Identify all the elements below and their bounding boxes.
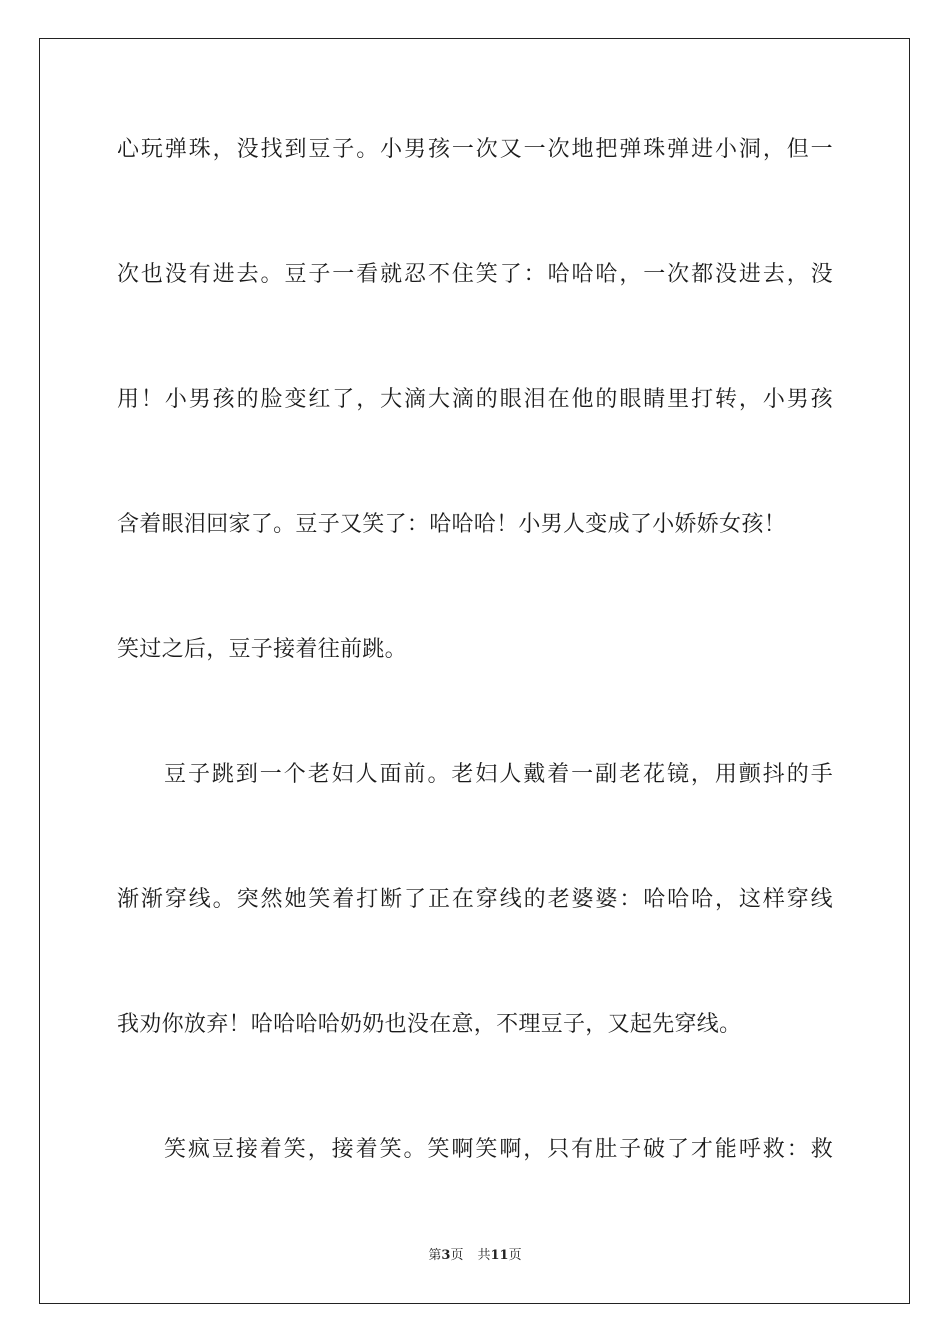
page-border [39,38,910,1304]
text-line: 用！小男孩的脸变红了，大滴大滴的眼泪在他的眼睛里打转，小男孩 [117,387,833,412]
text-line: 心玩弹珠，没找到豆子。小男孩一次又一次地把弹珠弹进小洞，但一 [117,137,833,162]
total-pages: 11 [490,1248,509,1263]
text-line: 渐渐穿线。突然她笑着打断了正在穿线的老婆婆：哈哈哈，这样穿线 [117,887,833,912]
text-line: 次也没有进去。豆子一看就忍不住笑了：哈哈哈，一次都没进去，没 [117,262,833,287]
page-number-suffix: 页 [450,1248,464,1263]
paragraph-first-line: 豆子跳到一个老妇人面前。老妇人戴着一副老花镜，用颤抖的手 [164,762,833,787]
total-pages-suffix: 页 [508,1248,522,1263]
page-number-prefix: 第 [428,1248,442,1263]
text-line: 含着眼泪回家了。豆子又笑了：哈哈哈！小男人变成了小娇娇女孩！ [117,512,787,537]
text-line: 我劝你放弃！哈哈哈哈奶奶也没在意，不理豆子，又起先穿线。 [117,1012,742,1037]
paragraph-first-line: 笑疯豆接着笑，接着笑。笑啊笑啊，只有肚子破了才能呼救：救 [164,1137,833,1162]
page-number: 3 [441,1248,451,1263]
total-pages-prefix: 共 [477,1248,491,1263]
page-footer [0,1247,950,1265]
text-line: 笑过之后，豆子接着往前跳。 [117,637,407,662]
